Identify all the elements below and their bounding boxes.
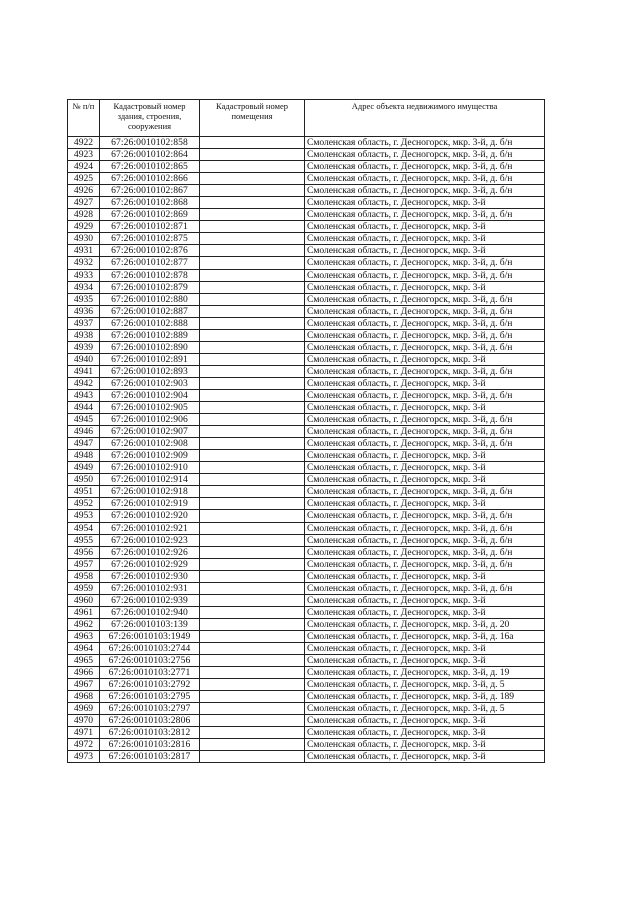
room-cadastral-number-cell [200,618,305,630]
room-cadastral-number-cell [200,510,305,522]
table-row [68,703,545,715]
address-cell: Смоленская область, г. Десногорск, мкр. 3-й [305,655,545,667]
room-cadastral-number-cell [200,462,305,474]
address-cell: Смоленская область, г. Десногорск, мкр. 3-й [305,594,545,606]
row-number-cell: 4962 [68,618,100,630]
room-cadastral-number-cell [200,341,305,353]
building-cadastral-number-cell: 67:26:0010102:926 [100,546,200,558]
room-cadastral-number-cell [200,438,305,450]
table-row [68,173,545,185]
room-cadastral-number-cell [200,679,305,691]
row-number-cell: 4953 [68,510,100,522]
room-cadastral-number-cell [200,293,305,305]
building-cadastral-number-cell: 67:26:0010102:920 [100,510,200,522]
address-cell: Смоленская область, г. Десногорск, мкр. 3-й, д. б/н [305,137,545,149]
address-cell: Смоленская область, г. Десногорск, мкр. 3-й, д. б/н [305,185,545,197]
address-cell: Смоленская область, г. Десногорск, мкр. 3-й [305,751,545,763]
header-building-cadastral-number: Кадастровый номер здания, строения, сооружения [100,100,200,137]
row-number-cell: 4965 [68,655,100,667]
address-cell: Смоленская область, г. Десногорск, мкр. 3-й [305,377,545,389]
address-cell: Смоленская область, г. Десногорск, мкр. 3-й, д. б/н [305,149,545,161]
row-number-cell: 4931 [68,245,100,257]
row-number-cell: 4934 [68,281,100,293]
address-cell: Смоленская область, г. Десногорск, мкр. 3-й, д. б/н [305,522,545,534]
address-cell: Смоленская область, г. Десногорск, мкр. 3-й [305,727,545,739]
row-number-cell: 4960 [68,594,100,606]
header-room-cadastral-number: Кадастровый номер помещения [200,100,305,137]
table-row [68,257,545,269]
address-cell: Смоленская область, г. Десногорск, мкр. 3-й, д. б/н [305,161,545,173]
table-row [68,389,545,401]
address-cell: Смоленская область, г. Десногорск, мкр. 3-й, д. 19 [305,667,545,679]
building-cadastral-number-cell: 67:26:0010102:908 [100,438,200,450]
row-number-cell: 4952 [68,498,100,510]
building-cadastral-number-cell: 67:26:0010102:879 [100,281,200,293]
building-cadastral-number-cell: 67:26:0010102:923 [100,534,200,546]
room-cadastral-number-cell [200,534,305,546]
address-cell: Смоленская область, г. Десногорск, мкр. 3-й, д. б/н [305,546,545,558]
room-cadastral-number-cell [200,149,305,161]
room-cadastral-number-cell [200,522,305,534]
table-row [68,715,545,727]
room-cadastral-number-cell [200,414,305,426]
address-cell: Смоленская область, г. Десногорск, мкр. 3-й, д. б/н [305,341,545,353]
building-cadastral-number-cell: 67:26:0010103:2744 [100,642,200,654]
row-number-cell: 4949 [68,462,100,474]
building-cadastral-number-cell: 67:26:0010103:2792 [100,679,200,691]
address-cell: Смоленская область, г. Десногорск, мкр. 3-й, д. б/н [305,486,545,498]
address-cell: Смоленская область, г. Десногорск, мкр. 3-й, д. б/н [305,389,545,401]
row-number-cell: 4963 [68,630,100,642]
building-cadastral-number-cell: 67:26:0010102:910 [100,462,200,474]
room-cadastral-number-cell [200,703,305,715]
room-cadastral-number-cell [200,377,305,389]
building-cadastral-number-cell: 67:26:0010102:865 [100,161,200,173]
address-cell: Смоленская область, г. Десногорск, мкр. 3-й, д. б/н [305,510,545,522]
building-cadastral-number-cell: 67:26:0010103:2771 [100,667,200,679]
building-cadastral-number-cell: 67:26:0010102:921 [100,522,200,534]
table-row [68,197,545,209]
building-cadastral-number-cell: 67:26:0010103:2756 [100,655,200,667]
row-number-cell: 4967 [68,679,100,691]
table-row [68,209,545,221]
address-cell: Смоленская область, г. Десногорск, мкр. 3-й [305,245,545,257]
row-number-cell: 4936 [68,305,100,317]
building-cadastral-number-cell: 67:26:0010102:891 [100,353,200,365]
room-cadastral-number-cell [200,606,305,618]
row-number-cell: 4930 [68,233,100,245]
address-cell: Смоленская область, г. Десногорск, мкр. 3-й, д. б/н [305,558,545,570]
table-row [68,329,545,341]
row-number-cell: 4924 [68,161,100,173]
building-cadastral-number-cell: 67:26:0010102:858 [100,137,200,149]
room-cadastral-number-cell [200,197,305,209]
table-row [68,281,545,293]
room-cadastral-number-cell [200,642,305,654]
row-number-cell: 4954 [68,522,100,534]
table-row [68,546,545,558]
address-cell: Смоленская область, г. Десногорск, мкр. 3-й, д. 20 [305,618,545,630]
building-cadastral-number-cell: 67:26:0010102:931 [100,582,200,594]
building-cadastral-number-cell: 67:26:0010102:909 [100,450,200,462]
row-number-cell: 4973 [68,751,100,763]
address-cell: Смоленская область, г. Десногорск, мкр. 3-й, д. б/н [305,438,545,450]
row-number-cell: 4927 [68,197,100,209]
table-body [68,137,545,763]
address-cell: Смоленская область, г. Десногорск, мкр. 3-й [305,715,545,727]
row-number-cell: 4961 [68,606,100,618]
room-cadastral-number-cell [200,221,305,233]
room-cadastral-number-cell [200,426,305,438]
building-cadastral-number-cell: 67:26:0010102:919 [100,498,200,510]
row-number-cell: 4937 [68,317,100,329]
row-number-cell: 4925 [68,173,100,185]
address-cell: Смоленская область, г. Десногорск, мкр. 3-й [305,739,545,751]
table-row [68,377,545,389]
room-cadastral-number-cell [200,594,305,606]
room-cadastral-number-cell [200,655,305,667]
row-number-cell: 4966 [68,667,100,679]
building-cadastral-number-cell: 67:26:0010102:868 [100,197,200,209]
address-cell: Смоленская область, г. Десногорск, мкр. 3-й, д. б/н [305,365,545,377]
address-cell: Смоленская область, г. Десногорск, мкр. 3-й, д. б/н [305,173,545,185]
building-cadastral-number-cell: 67:26:0010103:2817 [100,751,200,763]
header-row [68,100,545,137]
row-number-cell: 4929 [68,221,100,233]
building-cadastral-number-cell: 67:26:0010102:929 [100,558,200,570]
address-cell: Смоленская область, г. Десногорск, мкр. 3-й, д. 5 [305,703,545,715]
row-number-cell: 4941 [68,365,100,377]
address-cell: Смоленская область, г. Десногорск, мкр. 3-й [305,642,545,654]
building-cadastral-number-cell: 67:26:0010102:871 [100,221,200,233]
address-cell: Смоленская область, г. Десногорск, мкр. 3-й, д. б/н [305,426,545,438]
row-number-cell: 4958 [68,570,100,582]
room-cadastral-number-cell [200,691,305,703]
table-row [68,365,545,377]
row-number-cell: 4943 [68,389,100,401]
table-row [68,245,545,257]
address-cell: Смоленская область, г. Десногорск, мкр. 3-й [305,570,545,582]
room-cadastral-number-cell [200,233,305,245]
building-cadastral-number-cell: 67:26:0010103:139 [100,618,200,630]
room-cadastral-number-cell [200,498,305,510]
room-cadastral-number-cell [200,137,305,149]
table-row [68,353,545,365]
room-cadastral-number-cell [200,715,305,727]
building-cadastral-number-cell: 67:26:0010102:930 [100,570,200,582]
room-cadastral-number-cell [200,546,305,558]
address-cell: Смоленская область, г. Десногорск, мкр. 3-й, д. 16а [305,630,545,642]
table-row [68,570,545,582]
table-row [68,510,545,522]
row-number-cell: 4940 [68,353,100,365]
row-number-cell: 4945 [68,414,100,426]
building-cadastral-number-cell: 67:26:0010103:2797 [100,703,200,715]
address-cell: Смоленская область, г. Десногорск, мкр. 3-й [305,221,545,233]
room-cadastral-number-cell [200,739,305,751]
row-number-cell: 4926 [68,185,100,197]
building-cadastral-number-cell: 67:26:0010102:889 [100,329,200,341]
row-number-cell: 4942 [68,377,100,389]
row-number-cell: 4964 [68,642,100,654]
room-cadastral-number-cell [200,209,305,221]
building-cadastral-number-cell: 67:26:0010102:887 [100,305,200,317]
room-cadastral-number-cell [200,173,305,185]
room-cadastral-number-cell [200,630,305,642]
table-row [68,269,545,281]
building-cadastral-number-cell: 67:26:0010103:2816 [100,739,200,751]
table-row [68,751,545,763]
row-number-cell: 4935 [68,293,100,305]
building-cadastral-number-cell: 67:26:0010103:2812 [100,727,200,739]
address-cell: Смоленская область, г. Десногорск, мкр. 3-й [305,281,545,293]
room-cadastral-number-cell [200,245,305,257]
table-row [68,426,545,438]
address-cell: Смоленская область, г. Десногорск, мкр. 3-й, д. б/н [305,257,545,269]
room-cadastral-number-cell [200,486,305,498]
row-number-cell: 4938 [68,329,100,341]
table-row [68,618,545,630]
table-row [68,691,545,703]
address-cell: Смоленская область, г. Десногорск, мкр. 3-й, д. б/н [305,209,545,221]
row-number-cell: 4951 [68,486,100,498]
room-cadastral-number-cell [200,269,305,281]
room-cadastral-number-cell [200,365,305,377]
address-cell: Смоленская область, г. Десногорск, мкр. 3-й, д. б/н [305,329,545,341]
room-cadastral-number-cell [200,751,305,763]
address-cell: Смоленская область, г. Десногорск, мкр. 3-й [305,450,545,462]
table-row [68,185,545,197]
building-cadastral-number-cell: 67:26:0010102:864 [100,149,200,161]
address-cell: Смоленская область, г. Десногорск, мкр. 3-й [305,197,545,209]
table-row [68,558,545,570]
room-cadastral-number-cell [200,305,305,317]
table-row [68,462,545,474]
building-cadastral-number-cell: 67:26:0010102:893 [100,365,200,377]
room-cadastral-number-cell [200,474,305,486]
table-row [68,305,545,317]
row-number-cell: 4957 [68,558,100,570]
header-number: № п/п [68,100,100,137]
table-row [68,582,545,594]
building-cadastral-number-cell: 67:26:0010102:906 [100,414,200,426]
row-number-cell: 4923 [68,149,100,161]
building-cadastral-number-cell: 67:26:0010102:904 [100,389,200,401]
address-cell: Смоленская область, г. Десногорск, мкр. 3-й [305,498,545,510]
room-cadastral-number-cell [200,353,305,365]
room-cadastral-number-cell [200,582,305,594]
table-row [68,667,545,679]
address-cell: Смоленская область, г. Десногорск, мкр. 3-й, д. б/н [305,534,545,546]
table-row [68,137,545,149]
address-cell: Смоленская область, г. Десногорск, мкр. 3-й, д. б/н [305,414,545,426]
address-cell: Смоленская область, г. Десногорск, мкр. 3-й, д. 189 [305,691,545,703]
building-cadastral-number-cell: 67:26:0010102:878 [100,269,200,281]
address-cell: Смоленская область, г. Десногорск, мкр. 3-й, д. б/н [305,305,545,317]
building-cadastral-number-cell: 67:26:0010102:866 [100,173,200,185]
row-number-cell: 4970 [68,715,100,727]
table-row [68,221,545,233]
room-cadastral-number-cell [200,402,305,414]
building-cadastral-number-cell: 67:26:0010102:907 [100,426,200,438]
address-cell: Смоленская область, г. Десногорск, мкр. 3-й [305,353,545,365]
room-cadastral-number-cell [200,450,305,462]
building-cadastral-number-cell: 67:26:0010102:867 [100,185,200,197]
table-row [68,486,545,498]
building-cadastral-number-cell: 67:26:0010102:869 [100,209,200,221]
building-cadastral-number-cell: 67:26:0010102:905 [100,402,200,414]
room-cadastral-number-cell [200,185,305,197]
table-row [68,606,545,618]
building-cadastral-number-cell: 67:26:0010102:880 [100,293,200,305]
table-row [68,317,545,329]
table-row [68,630,545,642]
table-row [68,438,545,450]
building-cadastral-number-cell: 67:26:0010102:940 [100,606,200,618]
table-row [68,233,545,245]
room-cadastral-number-cell [200,667,305,679]
room-cadastral-number-cell [200,281,305,293]
address-cell: Смоленская область, г. Десногорск, мкр. 3-й, д. б/н [305,293,545,305]
header-address: Адрес объекта недвижимого имущества [305,100,545,137]
row-number-cell: 4947 [68,438,100,450]
row-number-cell: 4933 [68,269,100,281]
table-row [68,498,545,510]
table-row [68,594,545,606]
address-cell: Смоленская область, г. Десногорск, мкр. 3-й, д. б/н [305,317,545,329]
table-row [68,679,545,691]
table-row [68,450,545,462]
building-cadastral-number-cell: 67:26:0010102:914 [100,474,200,486]
room-cadastral-number-cell [200,558,305,570]
building-cadastral-number-cell: 67:26:0010102:918 [100,486,200,498]
row-number-cell: 4944 [68,402,100,414]
table-row [68,642,545,654]
row-number-cell: 4972 [68,739,100,751]
row-number-cell: 4955 [68,534,100,546]
row-number-cell: 4932 [68,257,100,269]
table-row [68,341,545,353]
building-cadastral-number-cell: 67:26:0010102:876 [100,245,200,257]
table-row [68,655,545,667]
table-row [68,161,545,173]
property-register-table [67,99,545,763]
room-cadastral-number-cell [200,570,305,582]
row-number-cell: 4956 [68,546,100,558]
row-number-cell: 4969 [68,703,100,715]
table-row [68,149,545,161]
building-cadastral-number-cell: 67:26:0010103:1949 [100,630,200,642]
room-cadastral-number-cell [200,257,305,269]
table-row [68,402,545,414]
table-row [68,739,545,751]
building-cadastral-number-cell: 67:26:0010102:888 [100,317,200,329]
room-cadastral-number-cell [200,317,305,329]
building-cadastral-number-cell: 67:26:0010102:875 [100,233,200,245]
row-number-cell: 4959 [68,582,100,594]
row-number-cell: 4950 [68,474,100,486]
row-number-cell: 4928 [68,209,100,221]
room-cadastral-number-cell [200,727,305,739]
room-cadastral-number-cell [200,161,305,173]
building-cadastral-number-cell: 67:26:0010102:903 [100,377,200,389]
row-number-cell: 4968 [68,691,100,703]
table-row [68,534,545,546]
row-number-cell: 4922 [68,137,100,149]
address-cell: Смоленская область, г. Десногорск, мкр. 3-й, д. б/н [305,582,545,594]
room-cadastral-number-cell [200,329,305,341]
address-cell: Смоленская область, г. Десногорск, мкр. 3-й, д. б/н [305,269,545,281]
building-cadastral-number-cell: 67:26:0010103:2806 [100,715,200,727]
address-cell: Смоленская область, г. Десногорск, мкр. 3-й [305,233,545,245]
table-row [68,727,545,739]
row-number-cell: 4971 [68,727,100,739]
room-cadastral-number-cell [200,389,305,401]
row-number-cell: 4946 [68,426,100,438]
table-header [68,100,545,137]
table-row [68,522,545,534]
address-cell: Смоленская область, г. Десногорск, мкр. 3-й [305,402,545,414]
building-cadastral-number-cell: 67:26:0010102:877 [100,257,200,269]
table-row [68,293,545,305]
building-cadastral-number-cell: 67:26:0010103:2795 [100,691,200,703]
building-cadastral-number-cell: 67:26:0010102:939 [100,594,200,606]
address-cell: Смоленская область, г. Десногорск, мкр. 3-й [305,606,545,618]
address-cell: Смоленская область, г. Десногорск, мкр. 3-й [305,474,545,486]
table-row [68,414,545,426]
building-cadastral-number-cell: 67:26:0010102:890 [100,341,200,353]
address-cell: Смоленская область, г. Десногорск, мкр. 3-й [305,462,545,474]
address-cell: Смоленская область, г. Десногорск, мкр. 3-й, д. 5 [305,679,545,691]
table-row [68,474,545,486]
row-number-cell: 4948 [68,450,100,462]
row-number-cell: 4939 [68,341,100,353]
